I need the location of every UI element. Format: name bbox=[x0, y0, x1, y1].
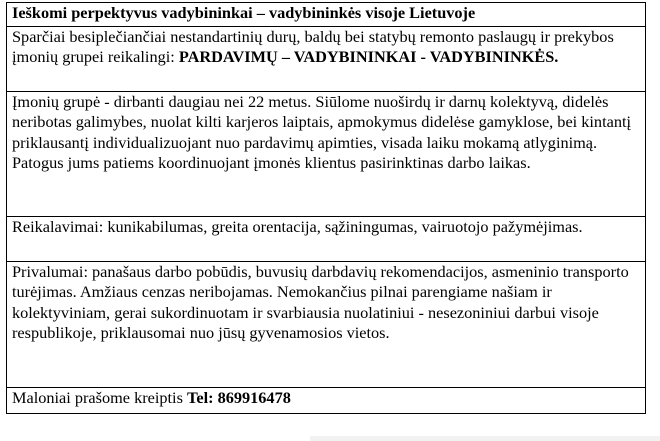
contact-cell bbox=[7, 388, 646, 414]
intro-position-title: PARDAVIMŲ – VADYBININKAI - VADYBININKĖS. bbox=[178, 47, 559, 67]
ad-title: Ieškomi perpektyvus vadybininkai – vadybininkės visoje Lietuvoje bbox=[12, 3, 476, 22]
job-ad-table bbox=[6, 2, 646, 414]
requirements-row bbox=[7, 217, 646, 262]
contact-phone: Tel: 869916478 bbox=[186, 388, 291, 407]
contact-text: Maloniai prašome kreiptis bbox=[12, 388, 187, 407]
advantages-row bbox=[7, 262, 646, 388]
intro-row bbox=[7, 27, 646, 92]
description-cell bbox=[7, 92, 646, 217]
title-cell bbox=[7, 3, 646, 27]
requirements-cell bbox=[7, 217, 646, 262]
page-edge-shadow bbox=[310, 436, 660, 441]
intro-cell bbox=[7, 27, 646, 92]
advantages-cell bbox=[7, 262, 646, 388]
intro-text: Sparčiai besiplečiančiai nestandartinių durų, baldų bei statybų remonto paslaugų ir prekybos įmonių grupei reikalingi: bbox=[12, 27, 614, 67]
contact-row bbox=[7, 388, 646, 414]
company-description: Įmonių grupė - dirbanti daugiau nei 22 metus. Siūlome nuoširdų ir darnų kolektyvą, didelės neribotas galimybes, nuolat kilti karjeros laiptais, apmokymus didelėse gamyklose, bei kintantį priklausantį individualizuojant nuo pardavimų apimties, visada laiku mokamą atlyginimą. Patogus jums patiems koordinuojant įmonės klientus pasirinktinas darbo laikas. bbox=[12, 92, 632, 173]
advantages-text: Privalumai: panašaus darbo pobūdis, buvusių darbdavių rekomendacijos, asmeninio transporto turėjimas. Amžiaus cenzas neribojamas. Nemokančius pilnai parengiame našiam ir kolektyviniam, gerai sukordinuotam ir svarbiausia nuolatiniui - nesezoniniui darbui visoje respublikoje, priklausomai nuo jūsų gyvenamosios vietos. bbox=[12, 262, 629, 343]
title-row bbox=[7, 3, 646, 27]
requirements-text: Reikalavimai: kunikabilumas, greita orentacija, sąžiningumas, vairuotojo pažymėjimas. bbox=[12, 217, 583, 236]
description-row bbox=[7, 92, 646, 217]
